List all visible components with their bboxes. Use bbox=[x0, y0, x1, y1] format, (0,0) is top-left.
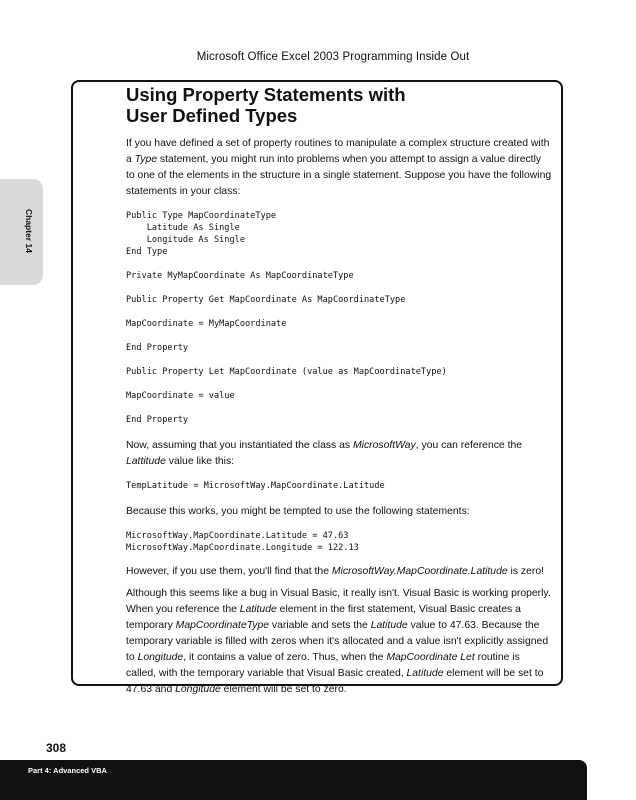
footer-bar bbox=[0, 760, 587, 800]
sidebar-heading bbox=[126, 84, 552, 126]
code-property-let-body: MapCoordinate = value bbox=[126, 391, 235, 401]
chapter-tab bbox=[0, 179, 43, 285]
code-end-property-2: End Property bbox=[126, 415, 189, 425]
sidebar-heading-line1: Using Property Statements with bbox=[126, 84, 406, 105]
code-property-get: Public Property Get MapCoordinate As MapCoordinateType bbox=[126, 295, 406, 305]
however-paragraph: However, if you use them, you'll find that the MicrosoftWay.MapCoordinate.Latitude is zero! bbox=[126, 566, 545, 577]
running-header: Microsoft Office Excel 2003 Programming Inside Out bbox=[196, 51, 470, 63]
intro-paragraph: If you have defined a set of property routines to manipulate a complex structure created with a Type statement, you might run into problems when you attempt to assign a value directly to one of the elements in the structure in a single statement. Suppose you have the following statements in your class: bbox=[126, 138, 552, 197]
assuming-paragraph: Now, assuming that you instantiated the class as MicrosoftWay, you can reference the Lattitude value like this: bbox=[126, 440, 523, 467]
chapter-tab-label: Chapter 14 bbox=[24, 209, 34, 253]
code-property-get-body: MapCoordinate = MyMapCoordinate bbox=[126, 319, 287, 329]
code-end-property-1: End Property bbox=[126, 343, 189, 353]
code-assign-statements: MicrosoftWay.MapCoordinate.Latitude = 47.63 MicrosoftWay.MapCoordinate.Longitude = 122.13 bbox=[126, 531, 359, 553]
code-property-let: Public Property Let MapCoordinate (value as MapCoordinateType) bbox=[126, 367, 447, 377]
code-temp-latitude: TempLatitude = MicrosoftWay.MapCoordinate.Latitude bbox=[126, 481, 385, 491]
sidebar-content bbox=[126, 84, 552, 706]
page-number: 308 bbox=[46, 741, 67, 755]
code-private-declaration: Private MyMapCoordinate As MapCoordinateType bbox=[126, 271, 354, 281]
code-type-definition: Public Type MapCoordinateType Latitude As Single Longitude As Single End Type bbox=[126, 211, 277, 257]
although-paragraph: Although this seems like a bug in Visual Basic, it really isn't. Visual Basic is working properly. When you reference the Latitude element in the first statement, Visual Basic creates a temporary MapCoordinateType variable and sets the Latitude value to 47.63. Because the temporary variable is filled with zeros when it's allocated and a value isn't explicitly assigned to Longitude, it contains a value of zero. Thus, when the MapCoordinate Let routine is called, with the temporary variable that Visual Basic created, Latitude element will be set to 47.63 and Longitude element will be set to zero. bbox=[126, 588, 551, 695]
sidebar-heading-line2: User Defined Types bbox=[126, 105, 298, 126]
part-label: Part 4: Advanced VBA bbox=[28, 766, 107, 775]
because-paragraph: Because this works, you might be tempted to use the following statements: bbox=[126, 506, 470, 517]
